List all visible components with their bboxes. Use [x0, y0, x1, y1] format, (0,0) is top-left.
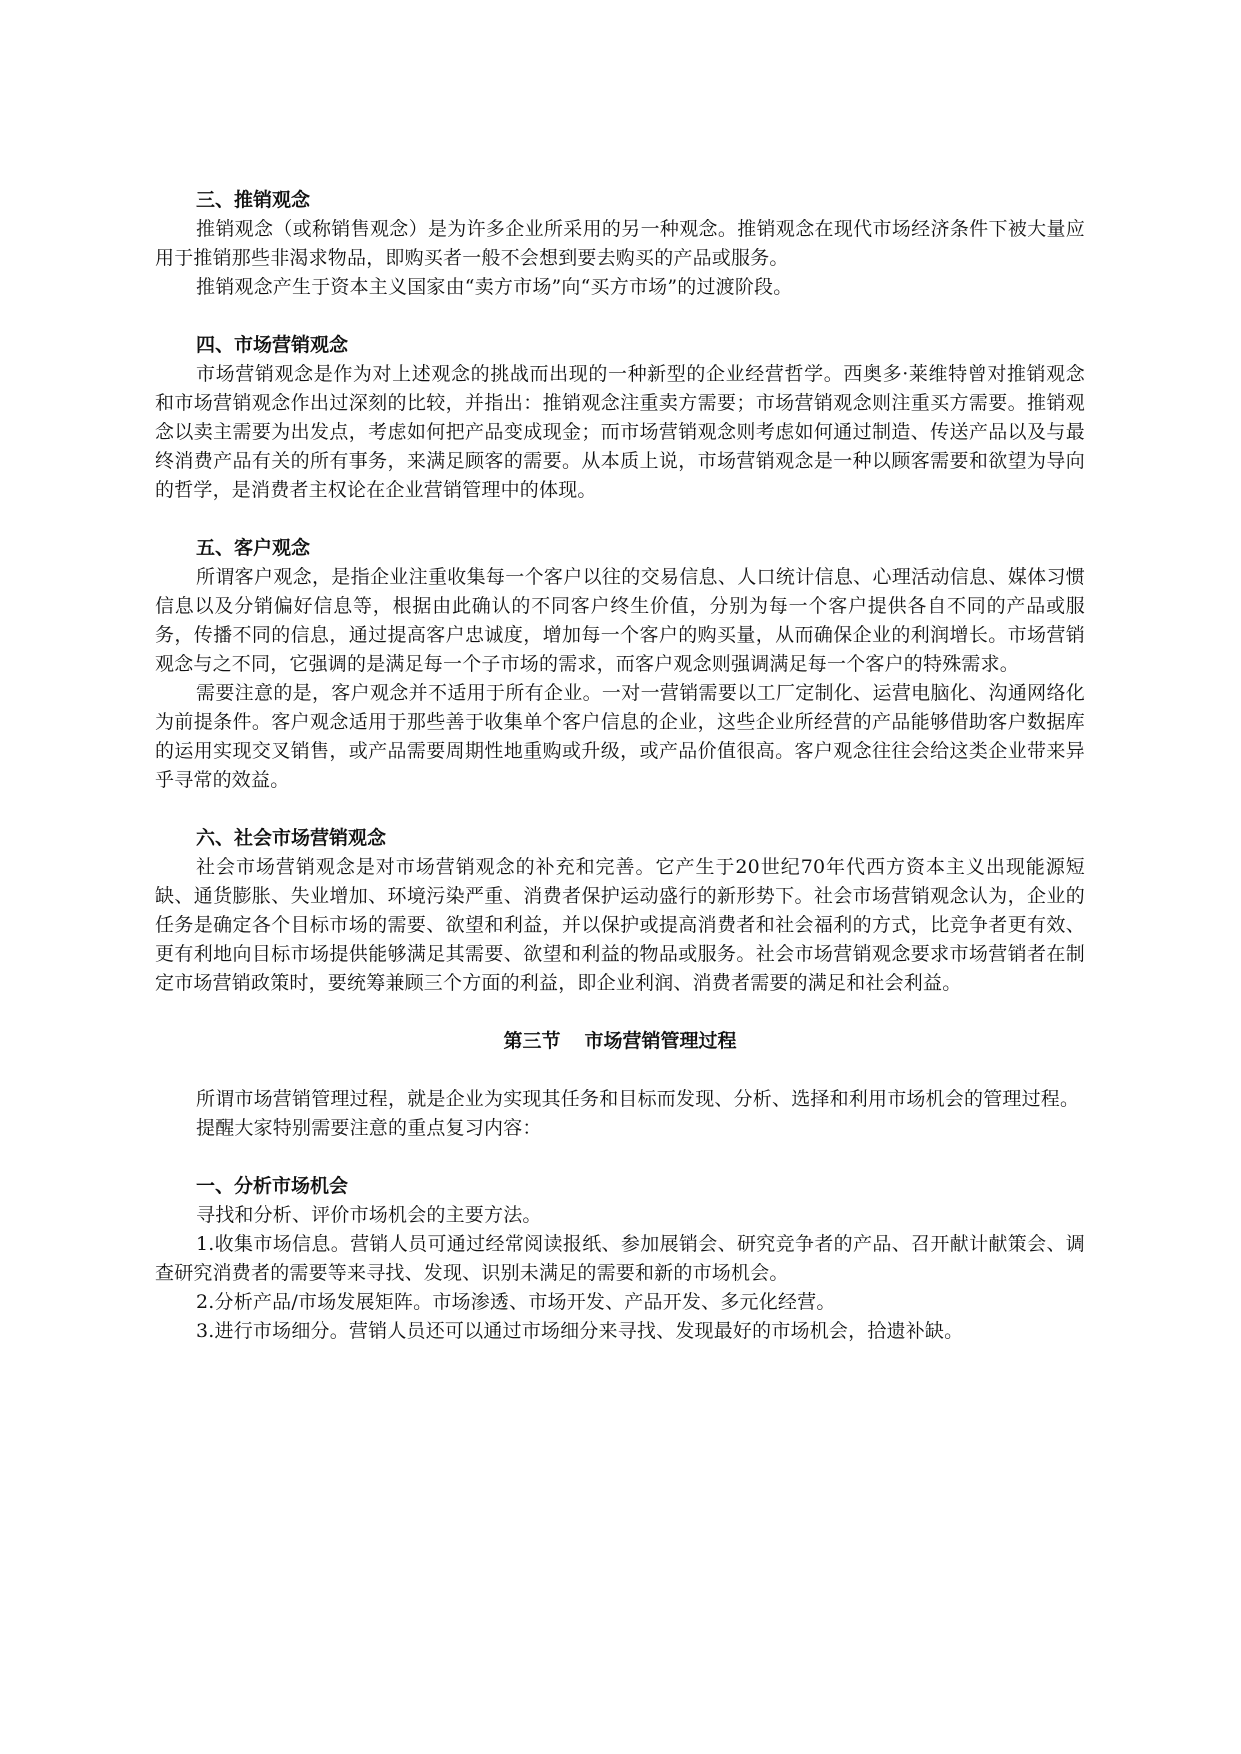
- section-heading: 五、客户观念: [196, 537, 311, 559]
- paragraph: 所谓客户观念，是指企业注重收集每一个客户以往的交易信息、人口统计信息、心理活动信息、媒体习惯信息以及分销偏好信息等，根据由此确认的不同客户终生价值，分别为每一个客户提供各自不同的产品或服务，传播不同的信息，通过提高客户忠诚度，增加每一个客户的购买量，从而确保企业的利润增长。市场营销观念与之不同，它强调的是满足每一个子市场的需求，而客户观念则强调满足每一个客户的特殊需求。: [155, 566, 1085, 675]
- section-customer-concept: [155, 534, 1085, 795]
- paragraph: 2.分析产品/市场发展矩阵。市场渗透、市场开发、产品开发、多元化经营。: [196, 1291, 836, 1313]
- section-heading: 一、分析市场机会: [196, 1175, 349, 1197]
- section-heading: 六、社会市场营销观念: [196, 827, 387, 849]
- paragraph: 推销观念产生于资本主义国家由“卖方市场”向“买方市场”的过渡阶段。: [196, 276, 793, 298]
- paragraph: 社会市场营销观念是对市场营销观念的补充和完善。它产生于20世纪70年代西方资本主义出现能源短缺、通货膨胀、失业增加、环境污染严重、消费者保护运动盛行的新形势下。社会市场营销观念认为，企业的任务是确定各个目标市场的需要、欲望和利益，并以保护或提高消费者和社会福利的方式，比竞争者更有效、更有利地向目标市场提供能够满足其需要、欲望和利益的物品或服务。社会市场营销观念要求市场营销者在制定市场营销政策时，要统筹兼顾三个方面的利益，即企业利润、消费者需要的满足和社会利益。: [155, 856, 1085, 994]
- chapter-title: 市场营销管理过程: [584, 1030, 737, 1052]
- section-heading: 三、推销观念: [196, 189, 311, 211]
- paragraph: 1.收集市场信息。营销人员可通过经常阅读报纸、参加展销会、研究竞争者的产品、召开献计献策会、调查研究消费者的需要等来寻找、发现、识别未满足的需要和新的市场机会。: [155, 1233, 1085, 1284]
- chapter-number: 第三节: [503, 1030, 561, 1052]
- paragraph: 寻找和分析、评价市场机会的主要方法。: [196, 1204, 542, 1226]
- paragraph: 3.进行市场细分。营销人员还可以通过市场细分来寻找、发现最好的市场机会，拾遗补缺。: [196, 1320, 964, 1342]
- section-social-marketing-concept: [155, 824, 1085, 998]
- paragraph: 所谓市场营销管理过程，就是企业为实现其任务和目标而发现、分析、选择和利用市场机会的管理过程。: [196, 1088, 1080, 1110]
- paragraph: 提醒大家特别需要注意的重点复习内容：: [196, 1117, 542, 1139]
- section-marketing-concept: [155, 331, 1085, 505]
- paragraph: 需要注意的是，客户观念并不适用于所有企业。一对一营销需要以工厂定制化、运营电脑化、沟通网络化为前提条件。客户观念适用于那些善于收集单个客户信息的企业，这些企业所经营的产品能够借助客户数据库的运用实现交叉销售，或产品需要周期性地重购或升级，或产品价值很高。客户观念往往会给这类企业带来异乎寻常的效益。: [155, 682, 1085, 791]
- paragraph: 市场营销观念是作为对上述观念的挑战而出现的一种新型的企业经营哲学。西奥多·莱维特曾对推销观念和市场营销观念作出过深刻的比较，并指出：推销观念注重卖方需要；市场营销观念则注重买方需要。推销观念以卖主需要为出发点，考虑如何把产品变成现金；而市场营销观念则考虑如何通过制造、传送产品以及与最终消费产品有关的所有事务，来满足顾客的需要。从本质上说，市场营销观念是一种以顾客需要和欲望为导向的哲学，是消费者主权论在企业营销管理中的体现。: [155, 363, 1085, 501]
- document-page: [155, 186, 1085, 1346]
- chapter-intro: [155, 1085, 1085, 1143]
- chapter-heading: [155, 1027, 1085, 1056]
- section-analyze-market-opportunities: [155, 1172, 1085, 1346]
- section-heading: 四、市场营销观念: [196, 334, 349, 356]
- paragraph: 推销观念（或称销售观念）是为许多企业所采用的另一种观念。推销观念在现代市场经济条件下被大量应用于推销那些非渴求物品，即购买者一般不会想到要去购买的产品或服务。: [155, 218, 1085, 269]
- section-push-concept: [155, 186, 1085, 302]
